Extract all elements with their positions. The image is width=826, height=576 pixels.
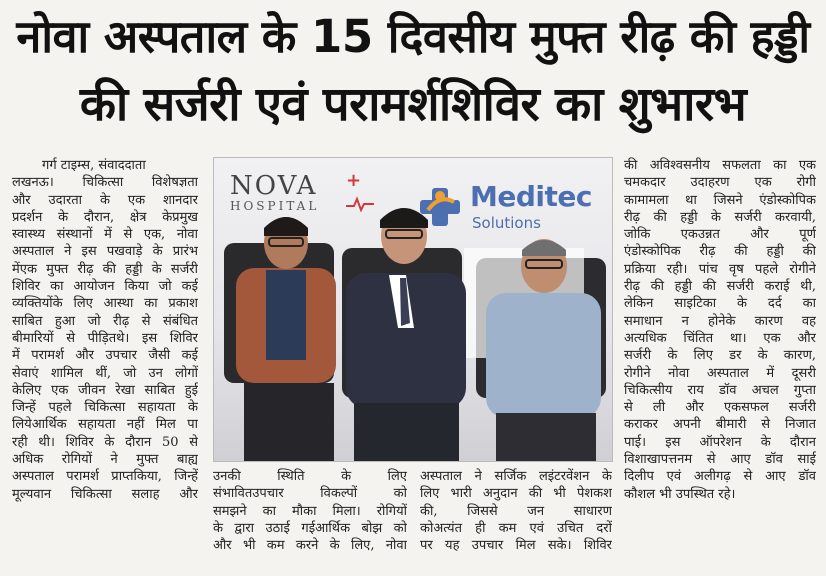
article-line: शिविर का आयोजन किया जो कई — [12, 279, 198, 295]
column-4-lines — [624, 157, 816, 503]
article-line: एंडोस्कोपिक रीढ़ की हड्डी की — [624, 244, 816, 260]
headline-line-1: नोवा अस्पताल के 15 दिवसीय मुफ्त रीढ़ की हड्डी — [16, 10, 810, 63]
nova-hospital-logo — [230, 170, 362, 213]
article-line: चमकदार उदाहरण एक रोगी — [624, 175, 816, 191]
article-line: कौशल भी उपस्थित रहे। — [624, 486, 736, 502]
article-column-2 — [213, 468, 407, 554]
column-1-lines — [12, 174, 198, 503]
article-line: लियेआर्थिक सहायता नहीं मिल पा — [12, 417, 198, 433]
person-middle — [346, 208, 466, 462]
article-line: कोअत्यंत ही कम एवं उचित दरों — [420, 520, 612, 536]
article-line: अस्पताल ने इस पखवाड़े के प्रारंभ — [12, 244, 198, 260]
cross-person-icon — [416, 182, 464, 230]
article-line: पर यह उपचार मिल सके। शिविर — [420, 538, 612, 554]
article-line: मूल्यवान चिकित्सा सलाह और — [12, 486, 198, 502]
article-line: रीढ़ की हड्डी की सर्जरी कराई थी, — [624, 279, 816, 295]
article-line: में परामर्श और उपचार जैसी कई — [12, 348, 198, 364]
column-2-lines — [213, 468, 407, 554]
article-line: प्रदर्शन के दौरान, क्षेत्र केप्रमुख — [12, 209, 198, 225]
article-line: रोगीने नोवा अस्पताल में दूसरी — [624, 365, 816, 381]
meditech-logo-word: Meditec — [470, 180, 592, 213]
article-line: जिन्हें पहले चिकित्सा सहायता के — [12, 400, 198, 416]
article-line: उनकी स्थिति के लिए — [213, 469, 407, 484]
byline: गर्ग टाइम्स, संवाददाता — [42, 158, 146, 173]
article-line: से ली और एकसफल सर्जरी — [624, 400, 816, 416]
article-line: व्यक्तियोंके लिए आस्था का प्रकाश — [12, 296, 198, 312]
article-column-3 — [420, 468, 612, 554]
article-line: समाधान न होनेके कारण वह — [624, 313, 816, 329]
event-photo — [213, 157, 613, 462]
article-line: अस्पताल परामर्श प्राप्तकिया, जिन्हें — [12, 469, 198, 485]
article-line: प्रक्रिया रही। पांच वृष पहले रोगीने — [624, 261, 816, 277]
article-line: अस्पताल ने सर्जिक लइंटरवेंशन के — [420, 469, 612, 484]
nova-logo-word: NOVA — [230, 171, 318, 201]
article-line: दिलीप एवं अलीगढ़ से आए डॉव — [624, 469, 816, 485]
article-line: और भी कम करने के लिए, नोवा — [213, 538, 407, 554]
nova-logo-subword: HOSPITAL — [230, 199, 320, 213]
meditech-logo-subword: Solutions — [472, 214, 541, 232]
article-line: सेवाएं शामिल थीं, जो उन लोगों — [12, 365, 198, 381]
article-line: चिकित्सीय राय डॉव अचल गुप्ता — [624, 382, 816, 398]
article-line: बीमारियों से पीड़ितथे। इस शिविर — [12, 330, 198, 346]
article-line: जोकि एकउन्नत और पूर्ण — [624, 227, 816, 243]
article-line: कराकर अपनी बीमारी से निजात — [624, 417, 816, 433]
article-column-4 — [624, 157, 816, 503]
article-line: अत्यधिक चिंतित था। एक और — [624, 330, 816, 346]
article-line: की अविश्वसनीय सफलता का एक — [624, 158, 816, 173]
heartbeat-icon — [346, 196, 374, 212]
plus-icon: + — [346, 170, 362, 191]
article-line: लखनऊ। चिकित्सा विशेषज्ञता — [12, 175, 198, 191]
article-line: रही थी। शिविर के दौरान 50 से — [12, 434, 198, 450]
article-line: अधिक रोगियों ने मुफ्त बाह्य — [12, 452, 198, 468]
article-line: मेंएक मुफ्त रीढ़ की हड्डी के सर्जरी — [12, 261, 198, 277]
article-line: केलिए एक जीवन रेखा साबित हुई — [12, 382, 198, 398]
article-line: के द्वारा उठाई गईआर्थिक बोझ को — [213, 520, 407, 536]
article-line: रीढ़ की हड्डी के सर्जरी करवायी, — [624, 209, 816, 225]
article-line: और उदारता के एक शानदार — [12, 192, 198, 208]
article-line: विशाखापत्तनम से आए डॉव साई — [624, 452, 816, 468]
article-line: साबित हुआ जो रीढ़ से संबंधित — [12, 313, 198, 329]
article-line: समझने का मौका मिला। रोगियों — [213, 503, 407, 519]
headline-line-2: की सर्जरी एवं परामर्शशिविर का शुभारभ — [79, 77, 747, 132]
article-line: संभावितउपचार विकल्पों को — [213, 486, 407, 502]
article-line: लिए भारी अनुदान की भी पेशकश — [420, 486, 612, 502]
article-line: पाई। इस ऑपरेशन के दौरान — [624, 434, 816, 450]
article-line: कामामला था जिसने एंडोस्कोपिक — [624, 192, 816, 208]
article-line: स्वास्थ्य संस्थानों में से एक, नोवा — [12, 227, 198, 243]
article-line: की, जिससे जन साधारण — [420, 503, 612, 519]
article-column-1 — [12, 157, 198, 503]
article-line: लेकिन साइटिका के दर्द का — [624, 296, 816, 312]
article-line: सर्जरी के लिए डर के कारण, — [624, 348, 816, 364]
column-3-lines — [420, 468, 612, 554]
